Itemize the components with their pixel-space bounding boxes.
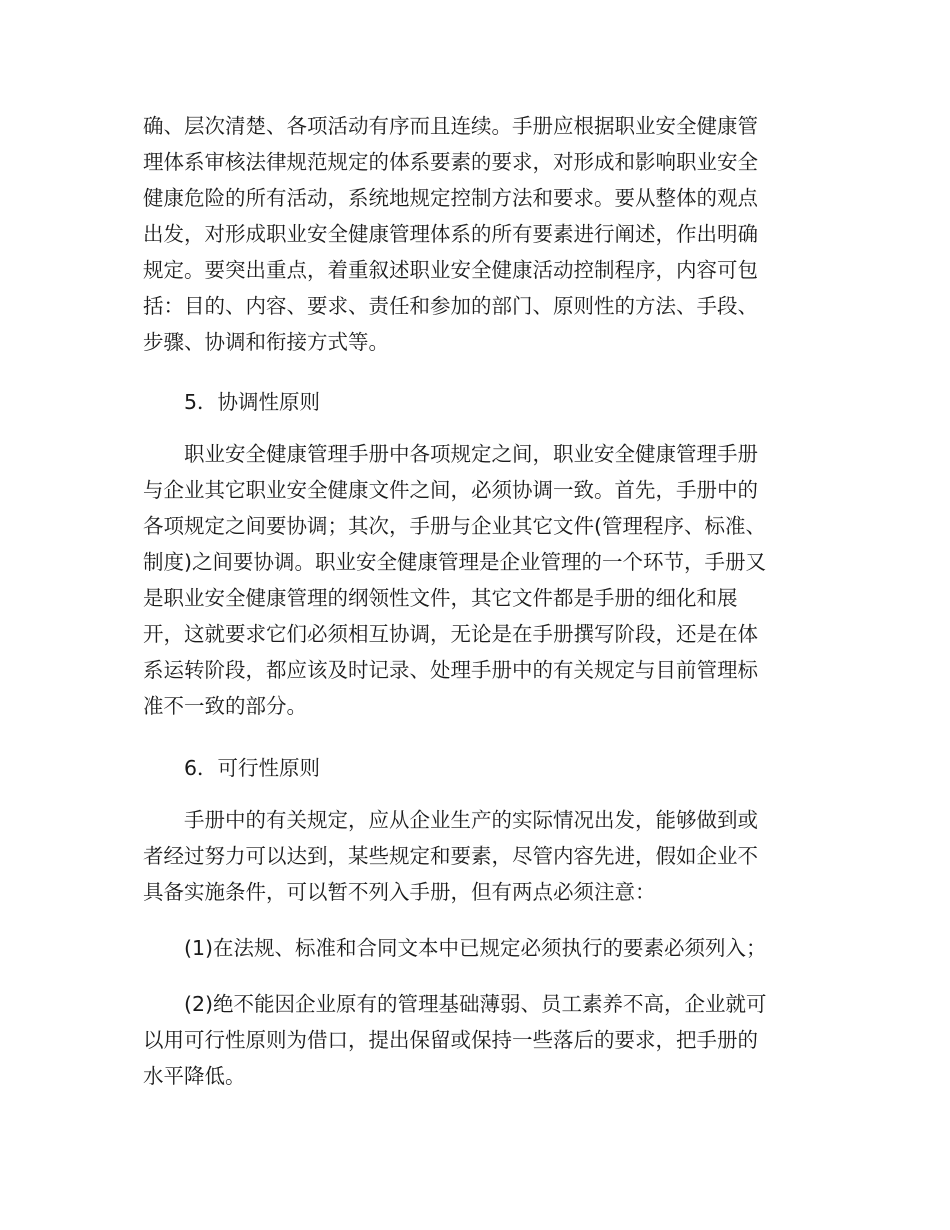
- paragraph-line: 出发，对形成职业安全健康管理体系的所有要素进行阐述，作出明确: [143, 222, 758, 246]
- paragraph-line: 系运转阶段，都应该及时记录、处理手册中的有关规定与目前管理标: [143, 658, 758, 682]
- paragraph-line: 具备实施条件，可以暂不列入手册，但有两点必须注意：: [143, 880, 656, 904]
- paragraph-line: 理体系审核法律规范规定的体系要素的要求，对形成和影响职业安全: [143, 150, 758, 174]
- paragraph-line: 开，这就要求它们必须相互协调，无论是在手册撰写阶段，还是在体: [143, 622, 758, 646]
- paragraph-line: 水平降低。: [143, 1064, 246, 1088]
- list-item: (1)在法规、标准和合同文本中已规定必须执行的要素必须列入；: [184, 936, 767, 960]
- list-item: (2)绝不能因企业原有的管理基础薄弱、员工素养不高，企业就可: [184, 992, 767, 1016]
- paragraph-line: 者经过努力可以达到，某些规定和要素，尽管内容先进，假如企业不: [143, 844, 758, 868]
- paragraph-line: 准不一致的部分。: [143, 694, 307, 718]
- paragraph-line: 职业安全健康管理手册中各项规定之间，职业安全健康管理手册: [184, 442, 758, 466]
- paragraph-line: 确、层次清楚、各项活动有序而且连续。手册应根据职业安全健康管: [143, 114, 758, 138]
- paragraph-line: 步骤、协调和衔接方式等。: [143, 330, 389, 354]
- paragraph-line: 括：目的、内容、要求、责任和参加的部门、原则性的方法、手段、: [143, 294, 758, 318]
- section-heading: 6．可行性原则: [184, 756, 321, 780]
- paragraph-line: 以用可行性原则为借口，提出保留或保持一些落后的要求，把手册的: [143, 1028, 758, 1052]
- paragraph-line: 各项规定之间要协调；其次，手册与企业其它文件(管理程序、标准、: [143, 514, 766, 538]
- paragraph-line: 健康危险的所有活动，系统地规定控制方法和要求。要从整体的观点: [143, 186, 758, 210]
- paragraph-line: 制度)之间要协调。职业安全健康管理是企业管理的一个环节，手册又: [143, 550, 766, 574]
- paragraph-line: 是职业安全健康管理的纲领性文件，其它文件都是手册的细化和展: [143, 586, 738, 610]
- paragraph-line: 规定。要突出重点，着重叙述职业安全健康活动控制程序，内容可包: [143, 258, 758, 282]
- paragraph-line: 与企业其它职业安全健康文件之间，必须协调一致。首先，手册中的: [143, 478, 758, 502]
- paragraph-line: 手册中的有关规定，应从企业生产的实际情况出发，能够做到或: [184, 808, 758, 832]
- section-heading: 5．协调性原则: [184, 390, 321, 414]
